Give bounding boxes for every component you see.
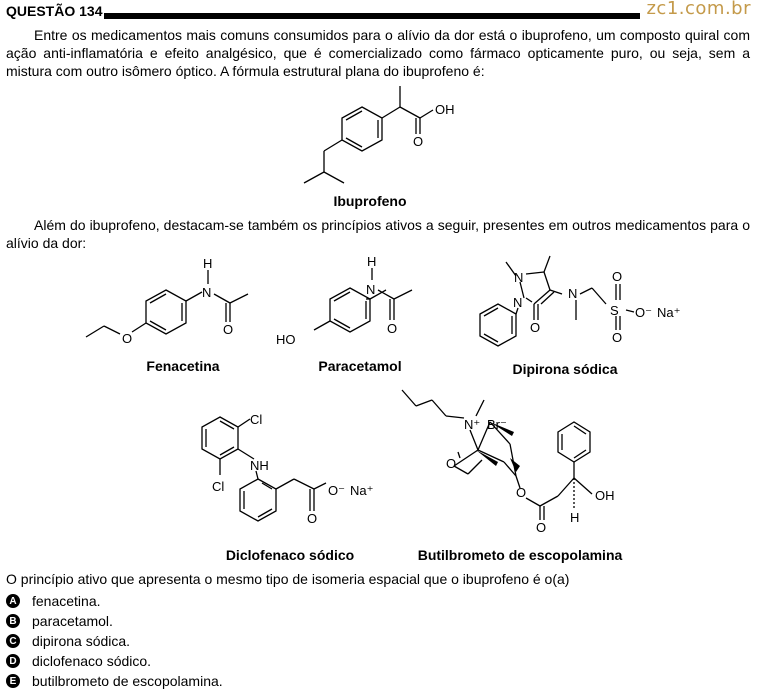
- paracetamol-o-label: O: [387, 321, 398, 336]
- option-d[interactable]: [6, 651, 223, 671]
- option-d-text: diclofenaco sódico.: [32, 653, 152, 669]
- dipirona-n1-label: N: [513, 295, 523, 310]
- escopolamina-structure: [398, 380, 648, 540]
- option-c-text: dipirona sódica.: [32, 633, 131, 649]
- escopolamina-br-label: Br⁻: [487, 417, 507, 432]
- paracetamol-ho-label: HO: [276, 332, 296, 347]
- escopolamina-h-label: H: [570, 510, 580, 525]
- answer-options: [6, 591, 223, 691]
- fenacetina-o-label: O: [223, 322, 234, 337]
- diclofenaco-cl1-label: Cl: [250, 412, 263, 427]
- option-a[interactable]: [6, 591, 223, 611]
- question-number: QUESTÃO 134: [6, 3, 103, 19]
- intro-paragraph: [6, 26, 750, 80]
- diclofenaco-cl2-label: Cl: [212, 479, 225, 494]
- ibuprofen-oh-label: OH: [435, 102, 455, 117]
- intro-text: Entre os medicamentos mais comuns consumidos para o alívio da dor está o ibuprofeno, um composto quiral com ação anti-inflamatória e efeito analgésico, que é comercializado como fármaco opticamente puro, ou seja, sem a mistura com outro isômero óptico. A fórmula estrutural plana do ibuprofeno é:: [6, 27, 750, 79]
- transition-text: Além do ibuprofeno, destacam-se também os princípios ativos a seguir, presentes em outros medicamentos para o alívio da dor:: [6, 217, 750, 251]
- escopolamina-name: Butilbrometo de escopolamina: [417, 547, 623, 563]
- option-a-text: fenacetina.: [32, 593, 101, 609]
- option-d-letter: D: [6, 654, 20, 668]
- diclofenaco-na-label: Na⁺: [350, 483, 374, 498]
- dipirona-n2-label: N: [514, 270, 524, 285]
- diclofenaco-o-label: O: [307, 511, 318, 526]
- option-a-letter: A: [6, 594, 20, 608]
- diclofenaco-name: Diclofenaco sódico: [225, 547, 355, 563]
- diclofenaco-ominus-label: O⁻: [328, 483, 345, 498]
- transition-paragraph: [6, 216, 750, 252]
- question-header: [4, 0, 753, 22]
- option-c[interactable]: [6, 631, 223, 651]
- dipirona-ominus-label: O⁻: [635, 305, 652, 320]
- escopolamina-ester-o-label: O: [516, 485, 527, 500]
- option-e-letter: E: [6, 674, 20, 688]
- fenacetina-structure: [80, 256, 250, 351]
- dipirona-na-label: Na⁺: [657, 305, 681, 320]
- ibuprofen-name: Ibuprofeno: [333, 193, 407, 209]
- diclofenaco-nh-label: NH: [250, 458, 269, 473]
- escopolamina-carbonyl-o-label: O: [536, 520, 547, 535]
- paracetamol-structure: [270, 254, 430, 349]
- dipirona-o1-label: O: [612, 269, 623, 284]
- option-b-letter: B: [6, 614, 20, 628]
- fenacetina-h-label: H: [203, 256, 213, 271]
- escopolamina-oh-label: OH: [595, 488, 615, 503]
- option-e[interactable]: [6, 671, 223, 691]
- dipirona-o2-label: O: [612, 330, 623, 345]
- dipirona-n3-label: N: [568, 286, 578, 301]
- paracetamol-h-label: H: [367, 254, 377, 269]
- ibuprofen-structure: [290, 80, 470, 195]
- watermark: zc1.com.br: [640, 0, 751, 19]
- fenacetina-n-label: N: [202, 285, 212, 300]
- question-text: O princípio ativo que apresenta o mesmo tipo de isomeria espacial que o ibuprofeno é o(a): [6, 571, 570, 587]
- option-b-text: paracetamol.: [32, 613, 113, 629]
- dipirona-s-label: S: [610, 303, 619, 318]
- option-b[interactable]: [6, 611, 223, 631]
- ibuprofen-o-label: O: [413, 134, 424, 149]
- diclofenaco-structure: [180, 405, 380, 540]
- dipirona-ring-o-label: O: [530, 320, 541, 335]
- dipirona-name: Dipirona sódica: [512, 361, 618, 377]
- escopolamina-n-label: N⁺: [464, 417, 481, 432]
- fenacetina-ether-o-label: O: [122, 331, 133, 346]
- escopolamina-epoxide-o-label: O: [446, 456, 457, 471]
- dipirona-structure: [450, 252, 690, 357]
- option-e-text: butilbrometo de escopolamina.: [32, 673, 223, 689]
- paracetamol-n-label: N: [366, 282, 376, 297]
- fenacetina-name: Fenacetina: [146, 358, 220, 374]
- paracetamol-name: Paracetamol: [318, 358, 402, 374]
- option-c-letter: C: [6, 634, 20, 648]
